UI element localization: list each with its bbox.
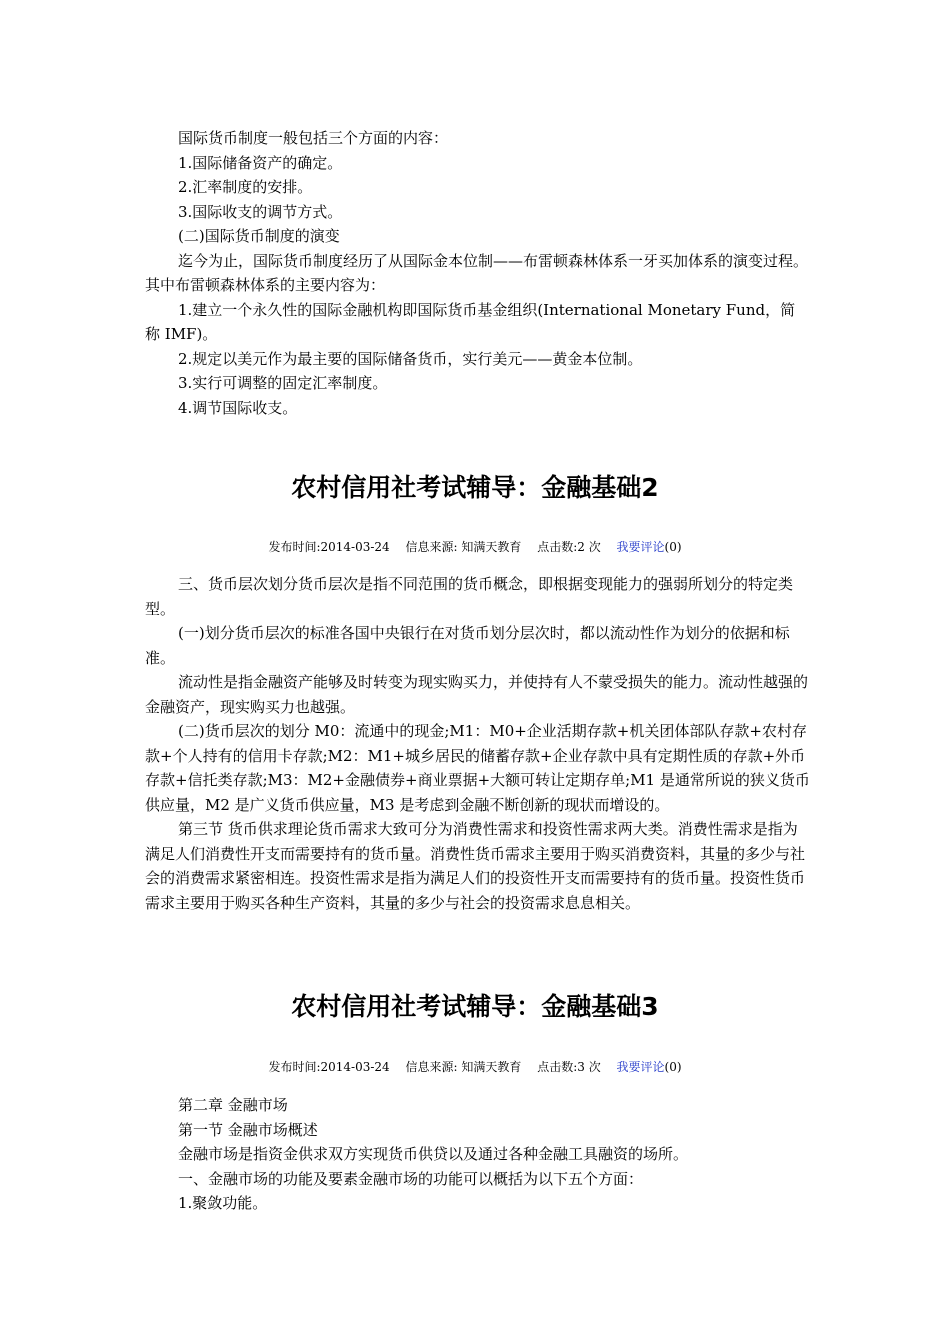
paragraph: 流动性是指金融资产能够及时转变为现实购买力，并使持有人不蒙受损失的能力。流动性越强的金融资产，现实购买力也越强。 <box>145 673 809 716</box>
click-count: 点击数:2 次 <box>537 540 601 554</box>
paragraph: 1.建立一个永久性的国际金融机构即国际货币基金组织(International Monetary Fund，简称 IMF)。 <box>145 300 796 343</box>
article3-meta <box>0 1058 950 1076</box>
article3-body <box>145 1093 810 1216</box>
paragraph: 金融市场是指资金供求双方实现货币供贷以及通过各种金融工具融资的场所。 <box>178 1145 689 1163</box>
paragraph: 3.国际收支的调节方式。 <box>178 202 343 221</box>
article2-body <box>145 572 810 915</box>
paragraph: 1.聚敛功能。 <box>178 1194 268 1212</box>
paragraph: 国际货币制度一般包括三个方面的内容： <box>178 129 449 147</box>
paragraph: 3.实行可调整的固定汇率制度。 <box>178 374 388 392</box>
paragraph: 一、金融市场的功能及要素金融市场的功能可以概括为以下五个方面： <box>178 1169 644 1188</box>
publish-time: 发布时间:2014-03-24 <box>268 1060 390 1074</box>
publish-time: 发布时间:2014-03-24 <box>268 540 390 554</box>
paragraph: (二)货币层次的划分 M0：流通中的现金;M1：M0+企业活期存款+机关团体部队存款+农村存款+个人持有的信用卡存款;M2：M1+城乡居民的储蓄存款+企业存款中具有定期性质的存款+外币存款+信托类存款;M3：M2+金融债券+商业票据+大额可转让定期存单;M1 是通常所说的狭义货币供应量，M2 是广义货币供应量，M3 是考虑到金融不断创新的现状而增设的。 <box>145 722 810 814</box>
paragraph: 2.汇率制度的安排。 <box>178 178 313 196</box>
paragraph: 第一节 金融市场概述 <box>178 1120 318 1139</box>
paragraph: 2.规定以美元作为最主要的国际储备货币，实行美元——黄金本位制。 <box>178 349 643 368</box>
article2-meta <box>0 538 950 556</box>
article3-title: 农村信用社考试辅导：金融基础3 <box>291 992 659 1021</box>
click-count: 点击数:3 次 <box>537 1060 601 1074</box>
paragraph: 第二章 金融市场 <box>178 1096 288 1114</box>
paragraph: 迄今为止，国际货币制度经历了从国际金本位制——布雷顿森林体系一牙买加体系的演变过程。其中布雷顿森林体系的主要内容为： <box>145 251 809 294</box>
paragraph: 4.调节国际收支。 <box>178 398 298 417</box>
info-source: 信息来源: 知满天教育 <box>405 1060 522 1074</box>
comment-link[interactable]: 我要评论 <box>616 540 665 554</box>
paragraph: (二)国际货币制度的演变 <box>178 227 340 245</box>
paragraph: 第三节 货币供求理论货币需求大致可分为消费性需求和投资性需求两大类。消费性需求是指为满足人们消费性开支而需要持有的货币量。消费性货币需求主要用于购买消费资料，其量的多少与社会的消费需求紧密相连。投资性需求是指为满足人们的投资性开支而需要持有的货币量。投资性货币需求主要用于购买各种生产资料，其量的多少与社会的投资需求息息相关。 <box>145 820 806 912</box>
paragraph: (一)划分货币层次的标准各国中央银行在对货币划分层次时，都以流动性作为划分的依据和标准。 <box>145 624 790 667</box>
section1-body <box>145 126 810 420</box>
comment-link[interactable]: 我要评论 <box>616 1060 665 1074</box>
comment-count: (0) <box>664 1060 682 1074</box>
paragraph: 1.国际储备资产的确定。 <box>178 153 343 172</box>
comment-count: (0) <box>664 540 682 554</box>
info-source: 信息来源: 知满天教育 <box>405 540 522 554</box>
paragraph: 三、货币层次划分货币层次是指不同范围的货币概念，即根据变现能力的强弱所划分的特定类型。 <box>145 575 794 618</box>
article2-title: 农村信用社考试辅导：金融基础2 <box>291 473 659 502</box>
